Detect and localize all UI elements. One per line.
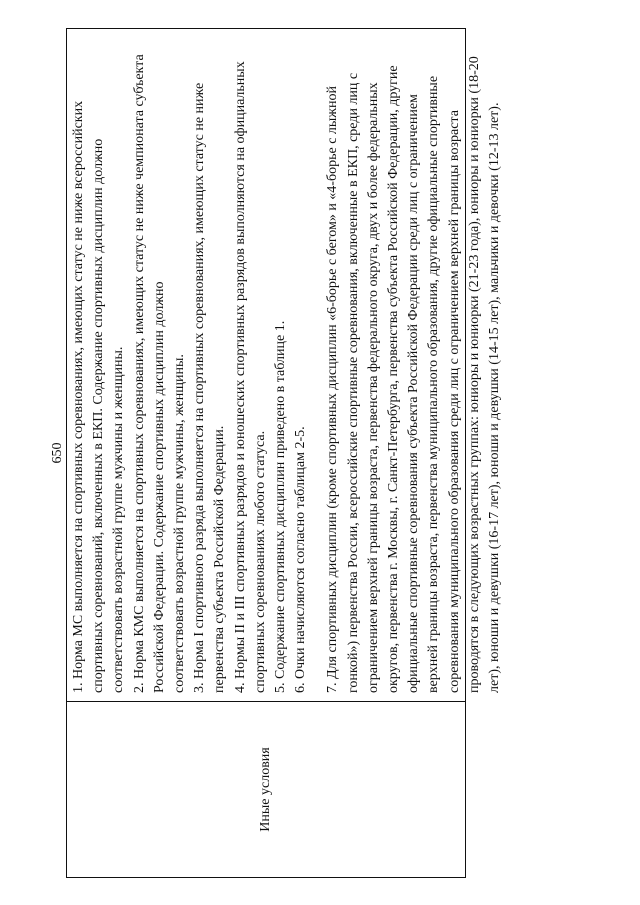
text-line: спортивных соревнованиях любого статуса.	[252, 430, 268, 693]
content-cell	[69, 33, 505, 693]
page-number: 650	[50, 442, 65, 464]
text-line: спортивных соревнований, включенных в ЕКП. Содержание спортивных дисциплин должно	[91, 138, 107, 693]
text-line: 6. Очки начисляются согласно таблицам 2-5.	[293, 426, 309, 693]
text-line: 3. Норма I спортивного разряда выполняется на спортивных соревнованиях, имеющих статус не ниже	[192, 82, 208, 693]
text-line: 5. Содержание спортивных дисциплин приведено в таблице 1.	[273, 320, 289, 693]
text-line: 2. Норма КМС выполняется на спортивных соревнованиях, имеющих статус не ниже чемпионата субъекта	[131, 54, 147, 693]
text-line: Российской Федерации. Содержание спортивных дисциплин должно	[151, 281, 167, 693]
text-line: гонкой») первенства России, всероссийские спортивные соревнования, включенные в ЕКП, среди лиц с	[345, 72, 361, 693]
cell-divider	[67, 701, 465, 702]
conditions-block-2	[323, 33, 505, 693]
row-label: Иные условия	[258, 747, 273, 832]
text-line: 4. Нормы II и III спортивных разрядов и юношеских спортивных разрядов выполняются на официальных	[232, 61, 248, 693]
conditions-table	[66, 28, 503, 878]
text-line: соответствовать возрастной группе мужчины, женщины.	[172, 354, 188, 693]
conditions-block-1	[69, 33, 311, 693]
text-line: ограничением верхней границы возраста, первенства федерального округа, двух и более федеральных	[365, 82, 381, 693]
text-line: 1. Норма МС выполняется на спортивных соревнованиях, имеющих статус не ниже всероссийских	[71, 100, 86, 693]
text-line: соревнования муниципального образования среди лиц с ограничением верхней границы возраста	[446, 110, 462, 693]
text-line: официальные спортивные соревнования субъекта Российской Федерации среди лиц с ограничением	[406, 94, 422, 693]
text-line: проводятся в следующих возрастных группах: юниоры и юниорки (21-23 года), юниоры и юниорки (18-20	[466, 56, 482, 693]
rotated-content	[50, 28, 503, 878]
text-line: лет), юноши и девушки (16-17 лет), юноши и девушки (14-15 лет), мальчики и девочки (12-13 лет).	[487, 102, 503, 693]
text-line: округов, первенства г. Москвы, г. Санкт-Петербурга, первенства субъекта Российской Федерации, другие	[386, 65, 402, 693]
text-line: соответствовать возрастной группе мужчины и женщины.	[111, 346, 127, 693]
text-line: первенства субъекта Российской Федерации.	[212, 425, 228, 693]
text-line: верхней границы возраста, первенства муниципального образования, другие официальные спортивные	[426, 75, 442, 693]
label-cell	[67, 702, 465, 877]
text-line: 7. Для спортивных дисциплин (кроме спортивных дисциплин «6-борье с бегом» и «4-борье с лыжной	[325, 86, 341, 693]
paragraph-gap	[311, 33, 323, 693]
